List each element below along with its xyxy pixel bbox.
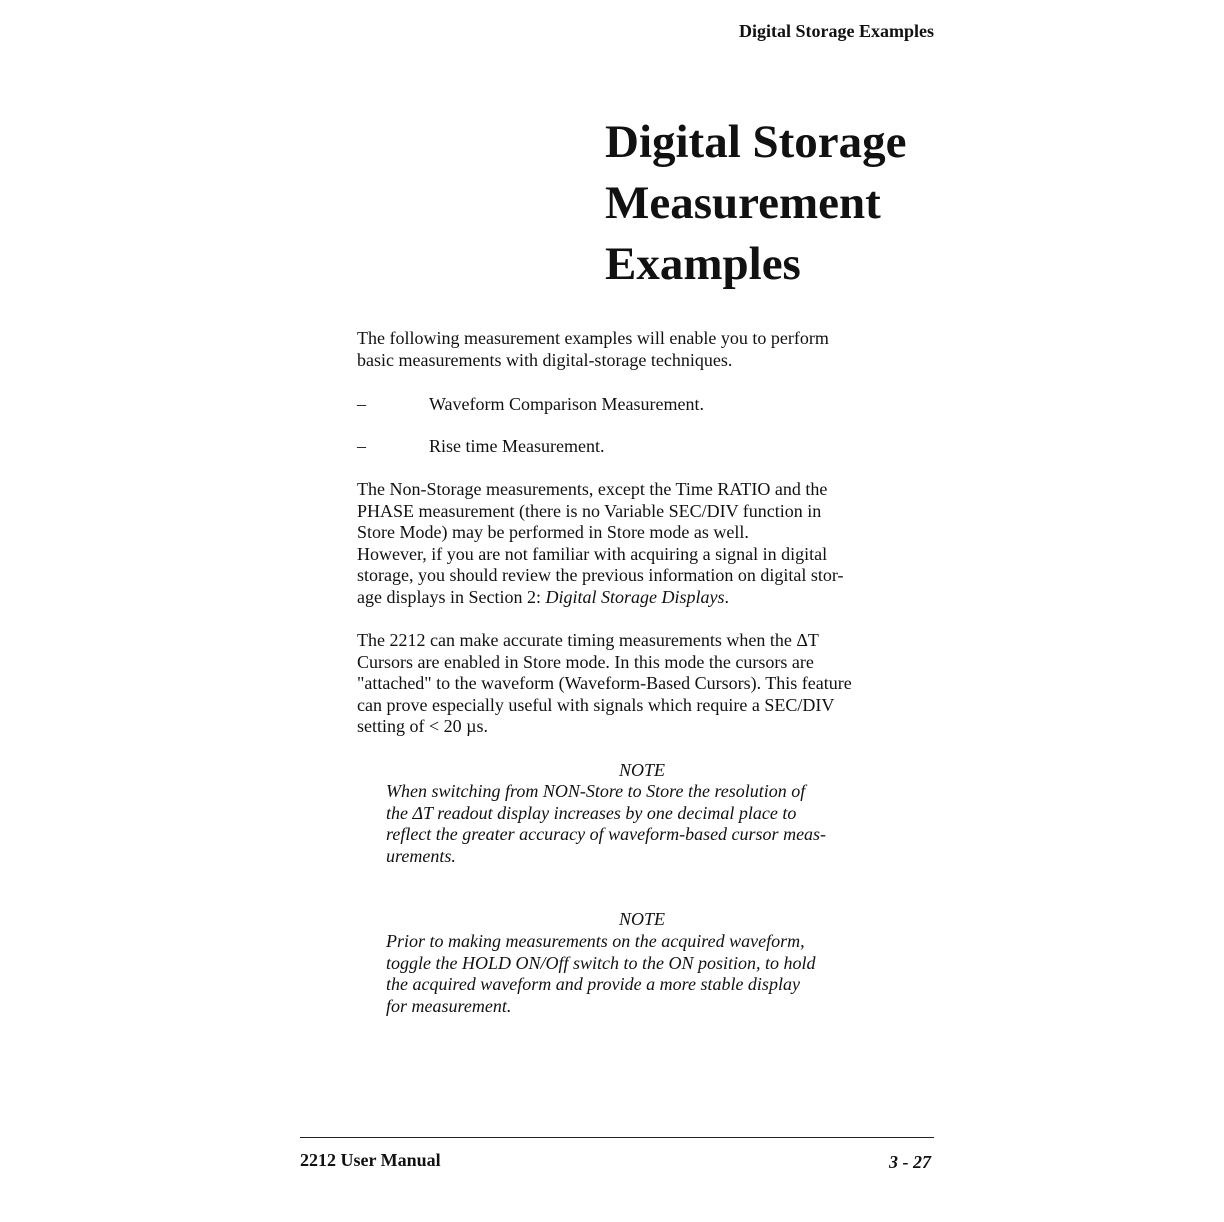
paragraph-timing [357, 630, 942, 738]
text-line: When switching from NON-Store to Store the resolution of [386, 781, 806, 801]
page-title [605, 112, 907, 295]
title-line: Examples [605, 238, 801, 290]
text-line: toggle the HOLD ON/Off switch to the ON position, to hold [386, 952, 816, 973]
text-segment: age displays in Section 2: [357, 586, 546, 607]
title-line: Measurement [605, 177, 881, 229]
text-line: However, if you are not familiar with acquiring a signal in digital [357, 543, 828, 564]
running-head: Digital Storage Examples [739, 21, 934, 41]
text-line: for measurement. [386, 995, 512, 1016]
text-line: setting of < 20 µs. [357, 716, 489, 737]
page-number: 3 - 27 [889, 1152, 931, 1172]
note-heading: NOTE [619, 760, 666, 780]
text-line: storage, you should review the previous information on digital stor- [357, 565, 844, 586]
bullet-dash: – [357, 436, 366, 456]
text-line: Cursors are enabled in Store mode. In this mode the cursors are [357, 651, 814, 672]
text-line: The following measurement examples will enable you to perform [357, 328, 829, 348]
text-line: Prior to making measurements on the acquired waveform, [386, 931, 805, 951]
text-line: basic measurements with digital-storage techniques. [357, 349, 733, 370]
intro-paragraph [357, 328, 942, 371]
text-line: Store Mode) may be performed in Store mode as well. [357, 522, 749, 543]
note-heading: NOTE [619, 909, 666, 929]
text-segment: . [724, 586, 729, 607]
text-line: The Non-Storage measurements, except the Time RATIO and the [357, 479, 828, 499]
bullet-text: Rise time Measurement. [429, 436, 605, 456]
bullet-dash: – [357, 394, 366, 414]
footer-manual-title: 2212 User Manual [300, 1150, 441, 1170]
text-line: urements. [386, 845, 456, 866]
text-line: can prove especially useful with signals which require a SEC/DIV [357, 694, 835, 715]
text-line [357, 587, 942, 609]
title-line: Digital Storage [605, 116, 907, 168]
text-line: "attached" to the waveform (Waveform-Based Cursors). This feature [357, 673, 852, 694]
paragraph-non-storage [357, 479, 942, 609]
text-line: PHASE measurement (there is no Variable SEC/DIV function in [357, 500, 822, 521]
text-line: the acquired waveform and provide a more stable display [386, 974, 800, 995]
section-reference: Digital Storage Displays [545, 586, 725, 607]
note-body [386, 781, 826, 867]
text-line: The 2212 can make accurate timing measurements when the ΔT [357, 630, 819, 650]
bullet-text: Waveform Comparison Measurement. [429, 394, 704, 414]
text-line: reflect the greater accuracy of waveform-based cursor meas- [386, 824, 827, 845]
footer-divider [300, 1137, 934, 1138]
note-body [386, 931, 816, 1017]
text-line: the ΔT readout display increases by one decimal place to [386, 802, 797, 823]
